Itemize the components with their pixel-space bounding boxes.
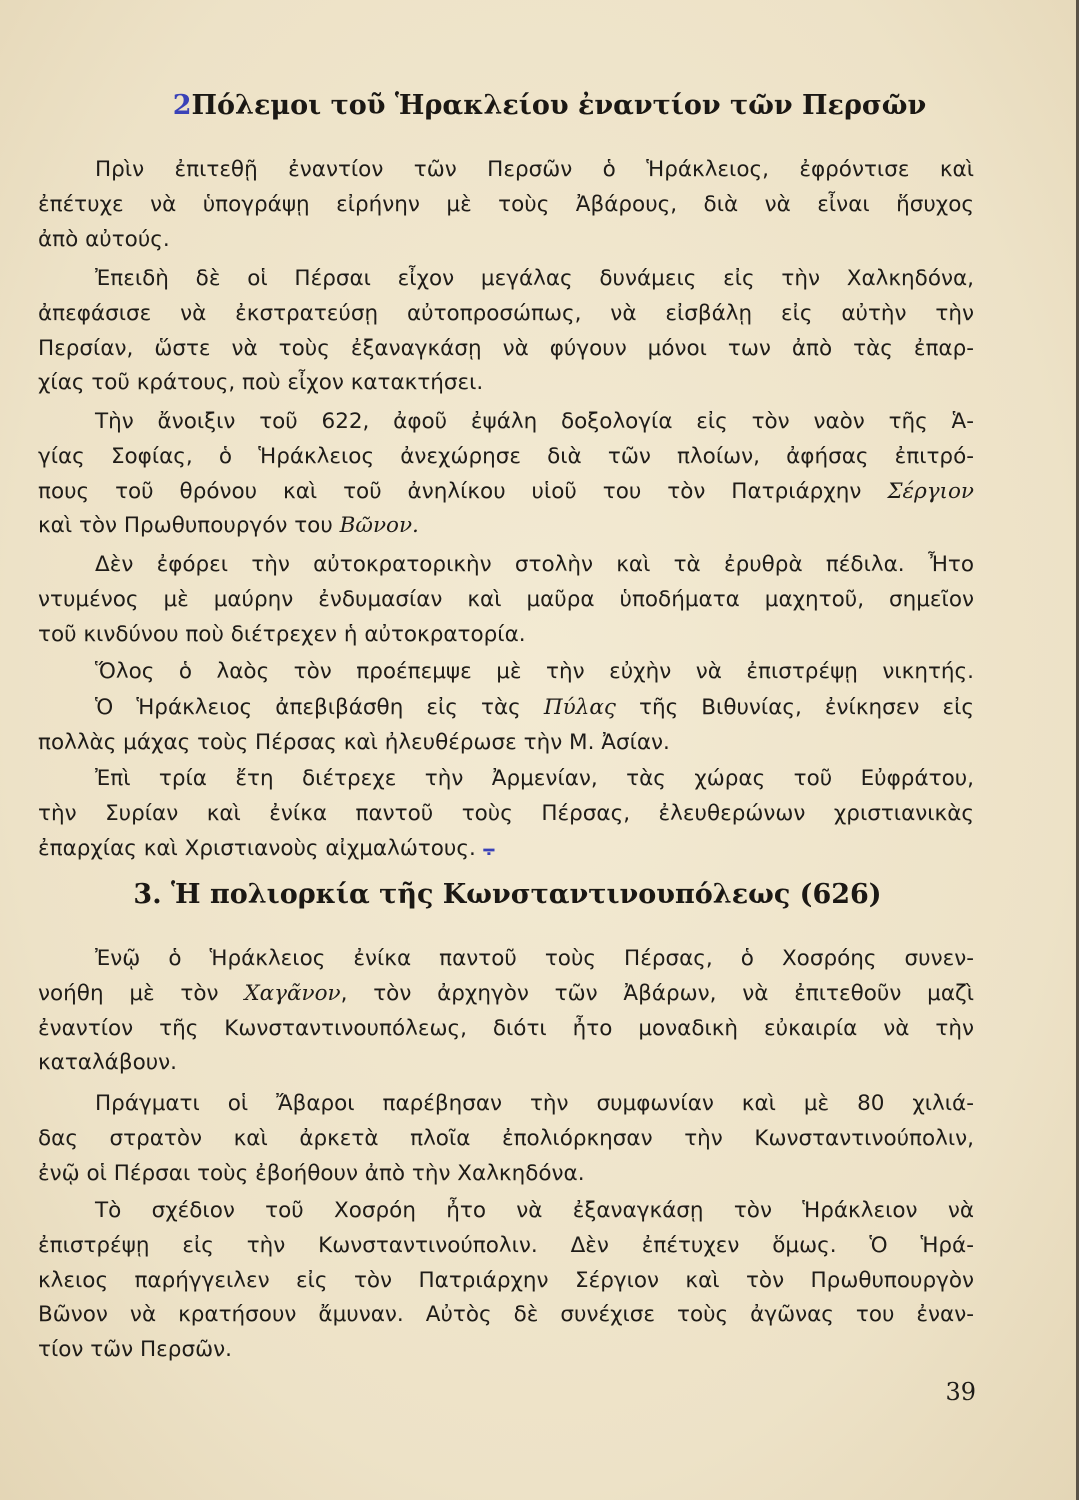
text-line: τίον τῶν Περσῶν.	[38, 1337, 232, 1363]
handwritten-section-marker: 2	[172, 90, 192, 121]
italic-name-chaganos: Χαγᾶνον	[244, 980, 341, 1006]
text-line: δας στρατὸν καὶ ἀρκετὰ πλοῖα ἐπολιόρκησαν τὴν Κωνσταντινούπολιν,	[38, 1125, 974, 1151]
section-2-heading	[10, 90, 1079, 121]
text-segment: Ὁ Ἡράκλειος ἀπεβιβάσθη εἰς τὰς	[95, 695, 521, 720]
paragraph-three-years	[38, 762, 974, 866]
text-segment: τῆς Βιθυνίας, ἐνίκησεν εἰς	[639, 695, 974, 720]
text-line: καταλάβουν.	[38, 1050, 178, 1076]
text-line: Τὸ σχέδιον τοῦ Χοσρόη ἦτο νὰ ἐξαναγκάσῃ τὸν Ἡράκλειον νὰ	[95, 1198, 974, 1223]
section-3-title: 3. Ἡ πολιορκία τῆς Κωνσταντινουπόλεως (626)	[133, 879, 882, 910]
text-line: Ἐνῷ ὁ Ἡράκλειος ἐνίκα παντοῦ τοὺς Πέρσας, ὁ Χοσρόης συνεν-	[95, 946, 974, 971]
text-line: τὴν Συρίαν καὶ ἐνίκα παντοῦ τοὺς Πέρσας, ἐλευθερώνων χριστιανικὰς	[38, 800, 974, 826]
text-line: ἐπιστρέψῃ εἰς τὴν Κωνσταντινούπολιν. Δὲν ἐπέτυχεν ὅμως. Ὁ Ἡρά-	[38, 1232, 974, 1258]
text-segment: ἐπαρχίας καὶ Χριστιανοὺς αἰχμαλώτους.	[38, 835, 476, 861]
section-2-title: Πόλεμοι τοῦ Ἡρακλείου ἐναντίον τῶν Περσῶν	[191, 90, 927, 121]
italic-name-vonos: Βῶνον.	[339, 513, 419, 539]
text-line: γίας Σοφίας, ὁ Ἡράκλειος ἀνεχώρησε διὰ τῶν πλοίων, ἀφήσας ἐπιτρό-	[38, 443, 974, 469]
text-line: ντυμένος μὲ μαύρην ἐνδυμασίαν καὶ μαῦρα ὑποδήματα μαχητοῦ, σημεῖον	[38, 586, 974, 612]
paragraph-persia-campaign	[38, 262, 974, 401]
text-segment: , τὸν ἀρχηγὸν τῶν Ἀβάρων, νὰ ἐπιτεθοῦν μαζὶ	[340, 980, 974, 1006]
text-line: ἐνῷ οἱ Πέρσαι τοὺς ἐβοήθουν ἀπὸ τὴν Χαλκηδόνα.	[38, 1160, 585, 1186]
text-line	[38, 832, 974, 867]
text-line	[38, 977, 974, 1012]
text-line: τοῦ κινδύνου ποὺ διέτρεχεν ἡ αὐτοκρατορία.	[38, 621, 526, 647]
text-line: ἀπὸ αὐτούς.	[38, 226, 170, 252]
text-line: Πρὶν ἐπιτεθῇ ἐναντίον τῶν Περσῶν ὁ Ἡράκλειος, ἐφρόντισε καὶ	[95, 157, 974, 182]
text-line	[38, 691, 974, 726]
paragraph-black-garments	[38, 548, 974, 652]
paragraph-farewell	[38, 655, 974, 690]
text-line: κλειος παρήγγειλεν εἰς τὸν Πατριάρχην Σέργιον καὶ τὸν Πρωθυπουργὸν	[38, 1267, 974, 1293]
text-segment: καὶ τὸν Πρωθυπουργόν του	[38, 513, 333, 539]
text-line: Πράγματι οἱ Ἄβαροι παρέβησαν τὴν συμφωνίαν καὶ μὲ 80 χιλιά-	[95, 1091, 974, 1116]
text-line: Τὴν ἄνοιξιν τοῦ 622, ἀφοῦ ἐψάλη δοξολογία εἰς τὸν ναὸν τῆς Ἁ-	[95, 409, 974, 434]
text-line: Ὅλος ὁ λαὸς τὸν προέπεμψε μὲ τὴν εὐχὴν νὰ ἐπιστρέψῃ νικητής.	[95, 659, 974, 684]
paragraph-bithynia	[38, 691, 974, 761]
text-line: Ἐπὶ τρία ἔτη διέτρεχε τὴν Ἀρμενίαν, τὰς χώρας τοῦ Εὐφράτου,	[95, 766, 974, 791]
text-segment: πους τοῦ θρόνου καὶ τοῦ ἀνηλίκου υἱοῦ του τὸν Πατριάρχην	[38, 478, 862, 504]
text-line: ἐπέτυχε νὰ ὑπογράψῃ εἰρήνην μὲ τοὺς Ἀβάρους, διὰ νὰ εἶναι ἥσυχος	[38, 191, 974, 217]
text-line: Βῶνον νὰ κρατήσουν ἄμυναν. Αὐτὸς δὲ συνέχισε τοὺς ἀγῶνας του ἐναν-	[38, 1302, 974, 1328]
handwritten-end-mark-icon: ⨪	[482, 835, 496, 861]
text-line: Ἐπειδὴ δὲ οἱ Πέρσαι εἶχον μεγάλας δυνάμεις εἰς τὴν Χαλκηδόνα,	[95, 266, 974, 291]
page-number: 39	[945, 1378, 976, 1406]
text-line: ἐναντίον τῆς Κωνσταντινουπόλεως, διότι ἦτο μοναδικὴ εὐκαιρία νὰ τὴν	[38, 1015, 974, 1041]
text-line	[38, 475, 974, 510]
italic-place-pylas: Πύλας	[543, 695, 616, 720]
text-line: πολλὰς μάχας τοὺς Πέρσας καὶ ἠλευθέρωσε τὴν Μ. Ἀσίαν.	[38, 729, 670, 755]
paragraph-peace-with-avars	[38, 153, 974, 257]
text-line: Δὲν ἐφόρει τὴν αὐτοκρατορικὴν στολὴν καὶ τὰ ἐρυθρὰ πέδιλα. Ἦτο	[95, 552, 974, 577]
paragraph-chosroes-plan	[38, 1194, 974, 1368]
paragraph-departure-622	[38, 405, 974, 544]
text-line: Περσίαν, ὥστε νὰ τοὺς ἐξαναγκάσῃ νὰ φύγουν μόνοι των ἀπὸ τὰς ἐπαρ-	[38, 335, 974, 361]
text-line: χίας τοῦ κράτους, ποὺ εἶχον κατακτήσει.	[38, 370, 484, 396]
text-line: ἀπεφάσισε νὰ ἐκστρατεύσῃ αὐτοπροσώπως, νὰ εἰσβάλῃ εἰς αὐτὴν τὴν	[38, 300, 974, 326]
paragraph-siege	[38, 1087, 974, 1191]
text-line	[38, 509, 974, 544]
paragraph-alliance-chagan	[38, 942, 974, 1081]
italic-name-sergios: Σέργιον	[887, 478, 974, 504]
text-segment: νοήθη μὲ τὸν	[38, 980, 219, 1006]
